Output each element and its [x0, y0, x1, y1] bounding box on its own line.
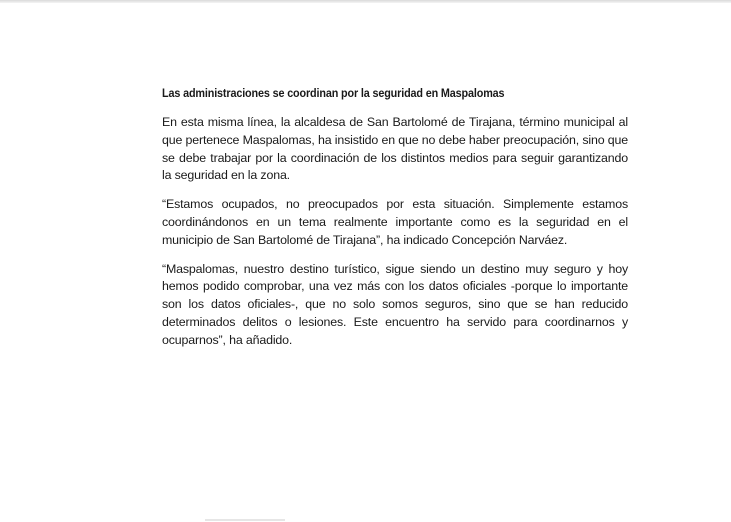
document-page — [162, 86, 628, 361]
paragraph-2: “Estamos ocupados, no preocupados por esta situación. Simplemente estamos coordinándonos en un tema realmente importante como es la seguridad en el municipio de San Bartolomé de Tirajana”, ha indicado Concepción Narváez. — [162, 197, 628, 247]
document-heading: Las administraciones se coordinan por la seguridad en Maspalomas — [162, 88, 505, 100]
paragraph-3: “Maspalomas, nuestro destino turístico, sigue siendo un destino muy seguro y hoy hemos podido comprobar, una vez más con los datos oficiales -porque lo importante son los datos oficiales-, que no solo somos seguros, sino que se han reducido determinados delitos o lesiones. Este encuentro ha servido para coordinarnos y ocuparnos”, ha añadido. — [162, 261, 628, 347]
page-top-edge — [0, 0, 731, 3]
paragraph-1: En esta misma línea, la alcaldesa de San Bartolomé de Tirajana, término municipal al que pertenece Maspalomas, ha insistido en que no debe haber preocupación, sino que se debe trabajar por la coordinación de los distintos medios para seguir garantizando la seguridad en la zona. — [162, 115, 628, 183]
page-bottom-mark — [205, 519, 285, 521]
